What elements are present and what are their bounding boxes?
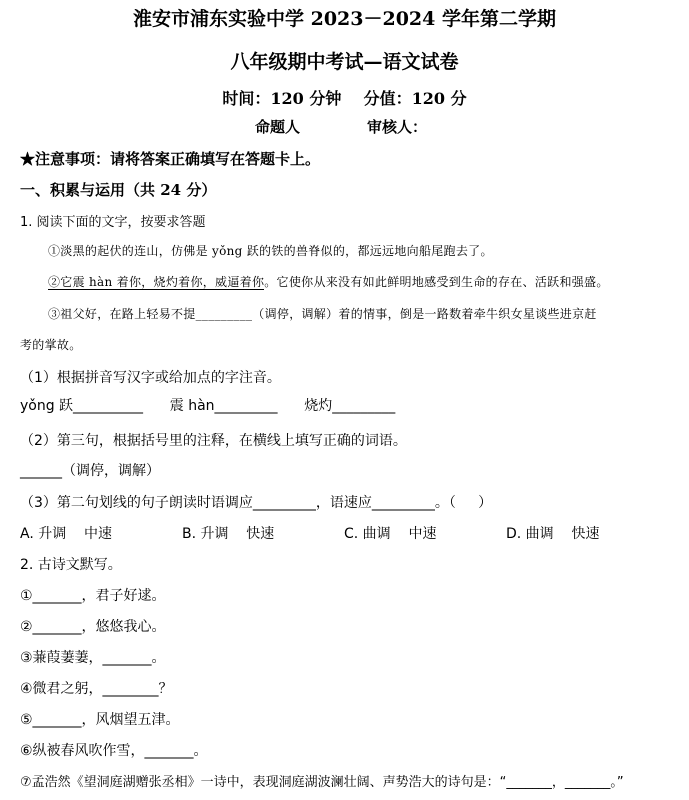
q1-sub2-blank: ______（调停，调解） — [20, 463, 160, 479]
q1-passage-2 — [48, 273, 609, 290]
q2-line-3: ③蒹葭萋萋，_______。 — [20, 650, 166, 666]
q2-line-1: ①_______，君子好逑。 — [20, 588, 166, 604]
exam-title: 八年级期中考试—语文试卷 — [230, 51, 459, 73]
notice-line: ★注意事项：请将答案正确填写在答题卡上。 — [20, 150, 321, 168]
option-a: A. 升调 中速 — [20, 526, 113, 542]
section-title: 一、积累与运用（共 24 分） — [20, 181, 217, 199]
q1-passage-2-rest: 。它使你从来没有如此鲜明地感受到生命的存在、活跃和强盛。 — [264, 275, 609, 289]
q1-sub1: （1）根据拼音写汉字或给加点的字注音。 — [20, 370, 281, 386]
underlined-sentence: ②它震 hàn 着你，烧灼着你，威逼着你 — [48, 275, 265, 289]
q1-passage-3-line1: ③祖父好，在路上轻易不提_________（调停，调解）着的情事，倒是一路数着牵牛织女星谈些进京赶 — [48, 307, 597, 321]
q2-stem: 2. 古诗文默写。 — [20, 557, 122, 573]
q1-stem: 1. 阅读下面的文字，按要求答题 — [20, 215, 206, 230]
q2-line-5: ⑤_______，风烟望五津。 — [20, 712, 180, 728]
reviewer-label: 审核人： — [367, 118, 428, 136]
q1-sub1-blanks: yǒng 跃__________ 震 hàn_________ 烧灼_________ — [20, 398, 396, 414]
school-term-title: 淮安市浦东实验中学 2023－2024 学年第二学期 — [133, 8, 556, 30]
q2-line-4: ④微君之躬，________？ — [20, 681, 173, 697]
time-score-line: 时间：120 分钟 分值：120 分 — [222, 89, 467, 108]
q1-sub3: （3）第二句划线的句子朗读时语调应_________，语速应_________。（ ） — [20, 495, 493, 511]
setter-label: 命题人 — [255, 118, 301, 136]
q1-passage-3-line2: 考的掌故。 — [20, 338, 82, 352]
q2-line-2: ②_______，悠悠我心。 — [20, 619, 166, 635]
q2-line-6: ⑥纵被春风吹作雪，_______。 — [20, 743, 208, 759]
q1-sub2: （2）第三句，根据括号里的注释，在横线上填写正确的词语。 — [20, 433, 407, 449]
q2-line-7: ⑦孟浩然《望洞庭湖赠张丞相》一诗中，表现洞庭湖波澜壮阔、声势浩大的诗句是：“_______，_______。” — [20, 775, 624, 790]
option-d: D. 曲调 快速 — [506, 526, 600, 542]
q1-passage-1: ①淡黑的起伏的连山，仿佛是 yǒng 跃的铁的兽脊似的，都远远地向船尾跑去了。 — [48, 244, 493, 258]
option-b: B. 升调 快速 — [182, 526, 275, 542]
option-c: C. 曲调 中速 — [344, 526, 437, 542]
